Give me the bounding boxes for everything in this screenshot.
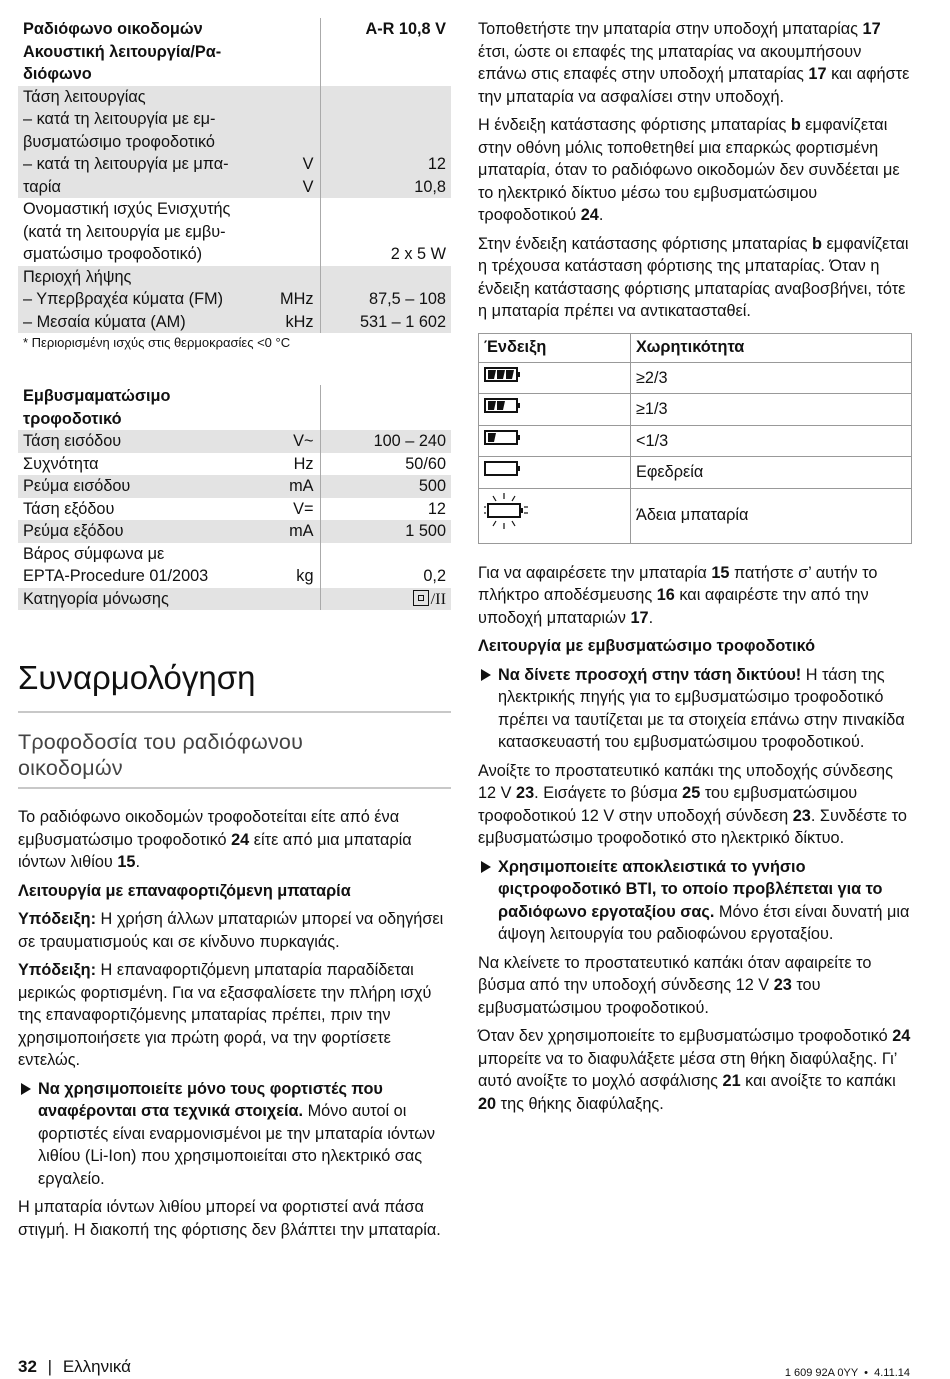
table-row [18,430,451,453]
battery-one-third-icon [484,429,524,447]
table-row [18,453,451,476]
row-unit [278,198,320,266]
paragraph-text: Στην ένδειξη κατάστασης φόρτισης μπαταρίας b εμφανίζεται η τρέχουσα κατάσταση φόρτισης της μπαταρίας. Όταν η ένδειξη κατάστασης φόρτισης μπαταρίας αναβοσβήνει, τότε η μπαταρία πρέπει να αντικατασταθεί. [478,234,909,320]
indicator-cell [479,362,631,394]
paragraph [18,959,451,1072]
paragraph-text: Υπόδειξη: Η χρήση άλλων μπαταριών μπορεί να οδηγήσει σε τραυματισμούς και σε κίνδυνο πυρκαγιάς. [18,910,444,951]
paragraph [478,114,912,227]
row-unit: V= [293,499,314,518]
row-value: 12 10,8 [320,86,451,199]
paragraph [478,562,912,630]
row-label: Τάση λειτουργίας – κατά τη λειτουργία με εμ- βυσματώσιμο τροφοδοτικό – κατά τη λειτουργία με μπα- ταρία [18,86,278,199]
row-unit: V~ [278,430,320,453]
battery-indicator-table [478,333,912,544]
charger-specifications-table [18,385,451,610]
battery-full-icon [484,366,524,384]
row-label: Συχνότητα [23,454,99,473]
paragraph-text: Να χρησιμοποιείτε μόνο τους φορτιστές που αναφέρονται στα τεχνικά στοιχεία. Μόνο αυτοί οι φορτιστές είναι εναρμονισμένοι με την μπαταρία ιόντων λιθίου (Li-Ion) που χρησιμοποιείται στο ηλεκτρικό σας εργαλείο. [38,1079,436,1188]
row-value: 2 x 5 W [320,198,451,266]
paragraph-text: Τοποθετήστε την μπαταρία στην υποδοχή μπαταρίας 17 έτσι, ώστε οι επαφές της μπαταρίας να ακουμπήσουν επάνω στις επαφές στην υποδοχή μπαταρίας 17 και αφήστε την μπαταρία να ασφαλίσει στην υποδοχή. [478,20,910,106]
row-unit [278,18,320,41]
section-title: Συναρμολόγηση [18,658,451,713]
subsection-title: Τροφοδοσία του ραδιόφωνου οικοδομών [18,729,451,789]
row-unit: V V [278,86,320,199]
right-body-text-top [478,18,912,323]
table-row [18,475,451,498]
paragraph-text: Χρησιμοποιείτε αποκλειστικά το γνήσιο φιςτροφοδοτικό BTI, το οποίο προβλέπεται για το ραδιόφωνο εργοταξίου σας. Μόνο έτσι είναι δυνατή μια άψογη λειτουργία του ραδιοφώνου εργοταξίου. [498,857,910,943]
bullet-triangle-icon [481,669,491,681]
paragraph-text: Το ραδιόφωνο οικοδομών τροφοδοτείται είτε από ένα εμβυσματώσιμο τροφοδοτικό 24 είτε από μια μπαταρία ιόντων λιθίου 15. [18,808,412,871]
table-row [18,588,451,611]
bullet-paragraph [478,856,912,946]
paragraph-text: Για να αφαιρέσετε την μπαταρία 15 πατήστε σ’ αυτήν το πλήκτρο αποδέσμευσης 16 και αφαιρέστε την από την υποδοχή μπαταριών 17. [478,563,878,627]
table-row [18,520,451,543]
row-value [320,588,451,611]
row-unit: Hz [293,454,314,473]
bullet-triangle-icon [481,861,491,873]
bullet-paragraph [18,1078,451,1191]
left-column [18,18,451,1247]
row-label: Βάρος σύμφωνα με EPTA-Procedure 01/2003 [23,544,209,585]
capacity-header: Χωρητικότητα [631,333,912,362]
subheading [478,635,912,658]
row-unit [278,41,320,86]
insulation-inner-square [418,595,424,601]
paragraph-text: Να δίνετε προσοχή στην τάση δικτύου! Η τάση της ηλεκτρικής πηγής για το εμβυσματώσιμο τροφοδοτικό πρέπει να ταυτίζεται με τα στοιχεία επάνω στην πινακίδα κατασκευαστή του εμβυσματώσιμου τροφοδοτικού. [498,665,905,751]
paragraph-text: Να κλείνετε το προστατευτικό καπάκι όταν αφαιρείτε το βύσμα από την υποδοχή σύνδεσης 12 V 23 του εμβυσματώσιμου τροφοδοτικού. [478,953,872,1017]
paragraph-text: Λειτουργία με εμβυσματώσιμο τροφοδοτικό [478,637,816,655]
paragraph-text: Ανοίξτε το προστατευτικό καπάκι της υποδοχής σύνδεσης 12 V 23. Εισάγετε το βύσμα 25 του εμβυσματώσιμου τροφοδοτικού 12 V στην υποδοχή σύνδεση 23. Συνδέστε το εμβυσματώσιμο τροφοδοτικό στο ηλεκτρικό δίκτυο. [478,761,907,847]
paragraph [478,952,912,1020]
indicator-cell [479,425,631,457]
right-column [478,18,912,1121]
paragraph-text: Όταν δεν χρησιμοποιείτε το εμβυσματώσιμο τροφοδοτικό 24 μπορείτε να το διαφυλάξετε μέσα στη θήκη διαφύλαξης. Γι’ αυτό ανοίξτε το μοχλό ασφάλισης 21 και ανοίξτε το καπάκι 20 της θήκης διαφύλαξης. [478,1027,911,1113]
indicator-row [479,488,912,543]
paragraph [18,806,451,874]
row-value: A-R 10,8 V [320,18,451,41]
paragraph [478,1025,912,1115]
row-unit [278,588,320,611]
row-value: 0,2 [320,543,451,588]
row-label: Τάση εισόδου [18,430,278,453]
footer-language: Ελληνικά [62,1357,132,1376]
paragraph-text: Η ένδειξη κατάστασης φόρτισης μπαταρίας b εμφανίζεται στην οθόνη μόλις τοποθετηθεί μια επαρκώς φορτισμένη μπαταρία, όταν το ραδιόφωνο οικοδομών δεν συνδέεται με το ηλεκτρικό δίκτυο μέσω του εμβυσματώσιμου τροφοδοτικού 24. [478,116,900,224]
paragraph-text: Λειτουργία με επαναφορτιζόμενη μπαταρία [18,881,351,900]
row-label: Ακουστική λειτουργία/Ρα- διόφωνο [23,42,222,83]
indicator-table-header [479,333,912,362]
row-unit: MHz kHz [278,266,320,334]
table-row [18,385,451,430]
left-body-text [18,806,451,1241]
capacity-cell: <1/3 [631,425,912,457]
paragraph [18,908,451,953]
subheading [18,880,451,903]
row-value: 500 [320,475,451,498]
capacity-cell: ≥1/3 [631,394,912,426]
specifications-table [18,18,451,333]
capacity-cell: Άδεια μπαταρία [631,488,912,543]
row-value: 100 – 240 [320,430,451,453]
row-value: 1 500 [320,520,451,543]
paragraph [18,1196,451,1241]
row-label: Ραδιόφωνο οικοδομών [23,20,203,38]
row-unit [278,385,320,430]
battery-two-thirds-icon [484,397,524,415]
paragraph [478,760,912,850]
indicator-header: Ένδειξη [479,333,631,362]
row-label: Περιοχή λήψης – Υπερβραχέα κύματα (FM) – Μεσαία κύματα (AM) [18,266,278,334]
page-number: 32 [18,1357,37,1376]
row-label: Ονομαστική ισχύς Ενισχυτής (κατά τη λειτουργία με εμβυ- σματώσιμο τροφοδοτικό) [23,200,231,263]
battery-empty-icon [484,460,524,478]
table-row [18,86,451,199]
bullet-triangle-icon [21,1083,31,1095]
row-label: Τάση εξόδου [23,499,115,518]
row-unit: kg [296,567,314,585]
capacity-cell: Εφεδρεία [631,457,912,489]
paragraph-text: Υπόδειξη: Η επαναφορτιζόμενη μπαταρία παραδίδεται μερικώς φορτισμένη. Για να εξασφαλίσετε την πλήρη ισχύ της επαναφορτιζόμενης μπαταρίας πρέπει, πριν την χρησιμοποιήσετε για πρώτη φορά, να την φορτίσετε εντελώς. [18,961,432,1069]
battery-blinking-icon [484,493,528,531]
right-body-text-bottom [478,562,912,1116]
table-row [18,198,451,266]
indicator-cell [479,488,631,543]
page-footer-left [18,1356,131,1379]
indicator-row [479,457,912,489]
table-row [18,41,451,86]
row-value: 50/60 [320,453,451,476]
paragraph [478,18,912,108]
indicator-row [479,362,912,394]
paragraph-text: Η μπαταρία ιόντων λιθίου μπορεί να φορτιστεί ανά πάσα στιγμή. Η διακοπή της φόρτισης δεν βλάπτει την μπαταρία. [18,1198,441,1239]
row-label: Ρεύμα εξόδου [18,520,278,543]
row-value [320,41,451,86]
row-value: 87,5 – 108 531 – 1 602 [320,266,451,334]
table-row [18,18,451,41]
row-label: Ρεύμα εισόδου [18,475,278,498]
indicator-cell [479,457,631,489]
table-row [18,266,451,334]
row-value: 12 [320,498,451,521]
row-unit: mA [278,520,320,543]
insulation-class-value: /II [430,588,446,608]
row-label: Κατηγορία μόνωσης [18,588,278,611]
row-unit: mA [278,475,320,498]
table-row [18,498,451,521]
table-row [18,543,451,588]
indicator-cell [479,394,631,426]
temperature-footnote: * Περιορισμένη ισχύς στις θερμοκρασίες <0 °C [23,335,291,350]
insulation-class-icon [413,590,429,606]
row-label: Εμβυσμαματώσιμο τροφοδοτικό [23,387,171,428]
row-value [320,385,451,430]
capacity-cell: ≥2/3 [631,362,912,394]
indicator-row [479,425,912,457]
paragraph [478,233,912,323]
document-code: 1 609 92A 0YY • 4.11.14 [784,1367,910,1379]
footer-separator: | [47,1357,53,1376]
indicator-row [479,394,912,426]
bullet-paragraph [478,664,912,754]
